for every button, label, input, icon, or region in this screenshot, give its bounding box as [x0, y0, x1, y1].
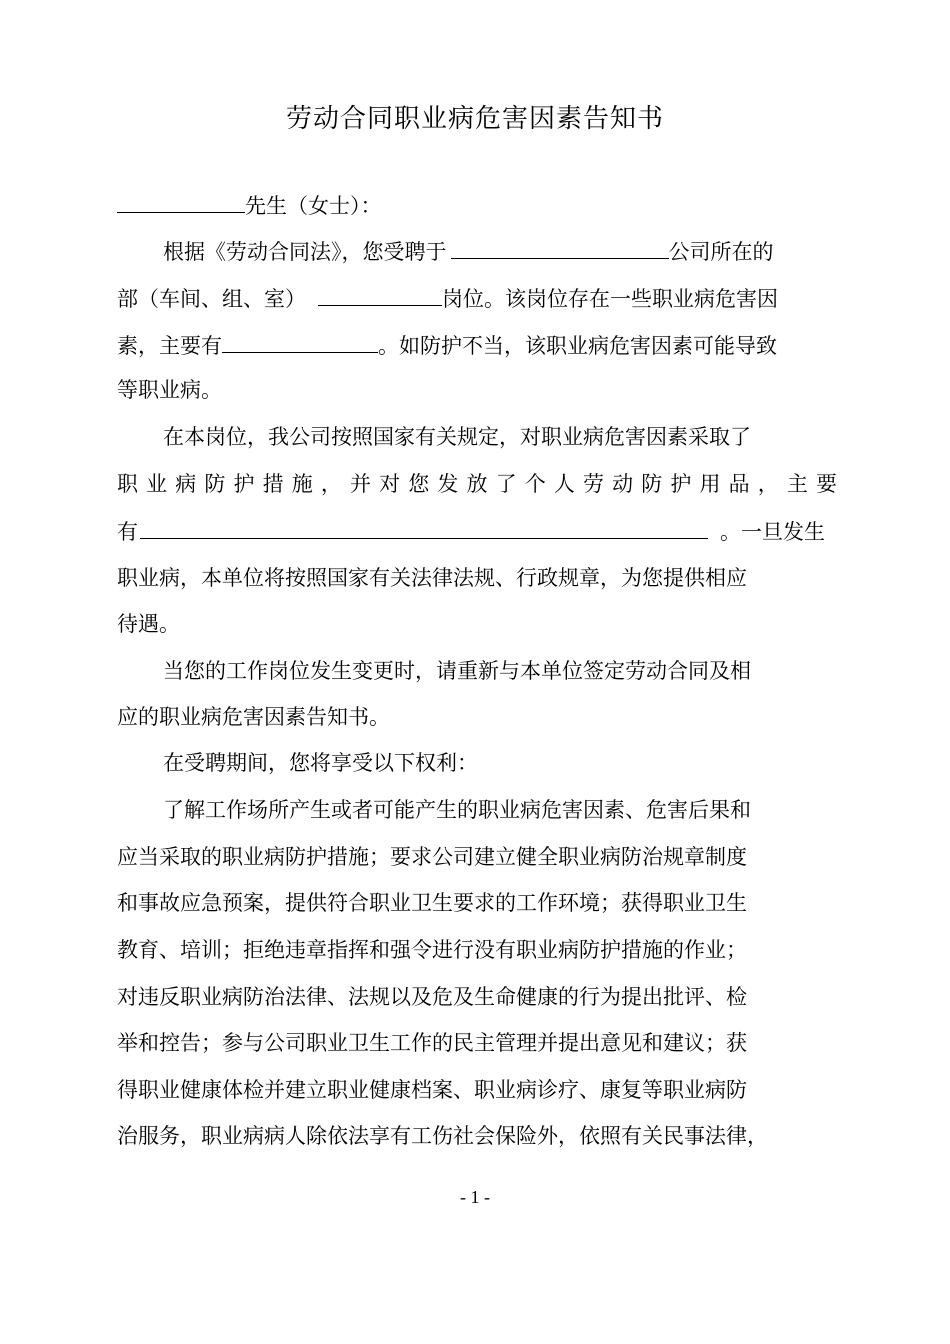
- document-title: 劳动合同职业病危害因素告知书: [285, 104, 664, 134]
- p2-line-2-char: 了: [495, 472, 517, 496]
- p2-line-2-char: 个: [524, 472, 546, 496]
- p2-line-2-char: 业: [146, 472, 168, 496]
- p2-line-3: [117, 516, 837, 547]
- p2-text: 有: [117, 520, 138, 544]
- hazard-factor-blank[interactable]: [222, 330, 378, 353]
- p5-line: 教育、培训；拒绝违章指挥和强令进行没有职业病防护措施的作业；: [117, 938, 747, 962]
- p1-text: 岗位。该岗位存在一些职业病危害因: [442, 287, 778, 311]
- p1-text: 部（车间、组、室）: [117, 287, 306, 311]
- p2-line-2-char: 主: [786, 472, 808, 496]
- name-blank[interactable]: [117, 190, 245, 213]
- p1-text: 素，主要有: [117, 334, 222, 358]
- p2-line-2-char: 并: [350, 472, 371, 496]
- p4-line: 在受聘期间，您将享受以下权利：: [163, 751, 478, 775]
- p2-line-2-char: 病: [175, 472, 197, 496]
- p2-line-2-char: 要: [816, 472, 837, 496]
- p2-line-2-char: 护: [233, 472, 255, 496]
- salutation-line: [117, 190, 837, 221]
- p5-line: 治服务，职业病病人除依法享有工伤社会保险外，依照有关民事法律，: [117, 1124, 768, 1148]
- p5-line: 对违反职业病防治法律、法规以及危及生命健康的行为提出批评、检: [117, 985, 747, 1009]
- salutation: 先生（女士）：: [245, 194, 382, 218]
- p2-line-2-char: 用: [699, 472, 721, 496]
- p2-line-2-char: 职: [117, 472, 138, 496]
- p1-text: 根据《劳动合同法》，您受聘于: [163, 240, 447, 264]
- p2-line-2-char: 您: [408, 472, 430, 496]
- p5-line: 得职业健康体检并建立职业健康档案、职业病诊疗、康复等职业病防: [117, 1078, 747, 1102]
- p2-line-2-char: 措: [262, 472, 284, 496]
- p2-line-2-char: 动: [612, 472, 634, 496]
- p2-line-5: 待遇。: [117, 612, 180, 636]
- p1-line-3: [117, 330, 837, 361]
- p2-text: 。一旦发生: [720, 520, 825, 544]
- p3-line-2: 应的职业病危害因素告知书。: [117, 705, 390, 729]
- p2-line-2-char: 人: [553, 472, 575, 496]
- company-blank[interactable]: [451, 236, 669, 259]
- p2-line-2-char: 放: [466, 472, 488, 496]
- p3-line-1: 当您的工作岗位发生变更时，请重新与本单位签定劳动合同及相: [163, 659, 751, 683]
- p2-line-2-char: 防: [204, 472, 226, 496]
- p2-line-2-char: 发: [437, 472, 459, 496]
- p2-line-2-char: 对: [379, 472, 401, 496]
- p2-line-1: 在本岗位，我公司按照国家有关规定，对职业病危害因素采取了: [163, 425, 751, 449]
- p5-line: 举和控告；参与公司职业卫生工作的民主管理并提出意见和建议；获: [117, 1031, 747, 1055]
- p5-line: 和事故应急预案，提供符合职业卫生要求的工作环境；获得职业卫生: [117, 891, 747, 915]
- p1-text: 。如防护不当，该职业病危害因素可能导致: [378, 334, 777, 358]
- p5-line: 应当采取的职业病防护措施；要求公司建立健全职业病防治规章制度: [117, 845, 747, 869]
- p2-line-4: 职业病，本单位将按照国家有关法律法规、行政规章，为您提供相应: [117, 566, 747, 590]
- protective-equipment-blank[interactable]: [140, 516, 708, 539]
- p2-line-2-char: 防: [641, 472, 663, 496]
- p1-line-2: [117, 283, 837, 314]
- p2-line-2-char: 劳: [583, 472, 604, 496]
- p2-line-2-char: 护: [670, 472, 692, 496]
- p2-line-2: [117, 469, 837, 499]
- page-number: - 1 -: [460, 1187, 490, 1207]
- p1-text: 公司所在的: [668, 240, 774, 264]
- p5-line: 了解工作场所产生或者可能产生的职业病危害因素、危害后果和: [163, 798, 751, 822]
- p1-line-1: [163, 236, 837, 267]
- p2-line-2-char: ，: [320, 472, 342, 496]
- p2-line-2-char: 品: [728, 472, 750, 496]
- p1-line-4: 等职业病。: [117, 378, 222, 402]
- p2-line-2-char: 施: [291, 472, 313, 496]
- p2-line-2-char: ，: [757, 472, 779, 496]
- department-blank[interactable]: [318, 283, 442, 306]
